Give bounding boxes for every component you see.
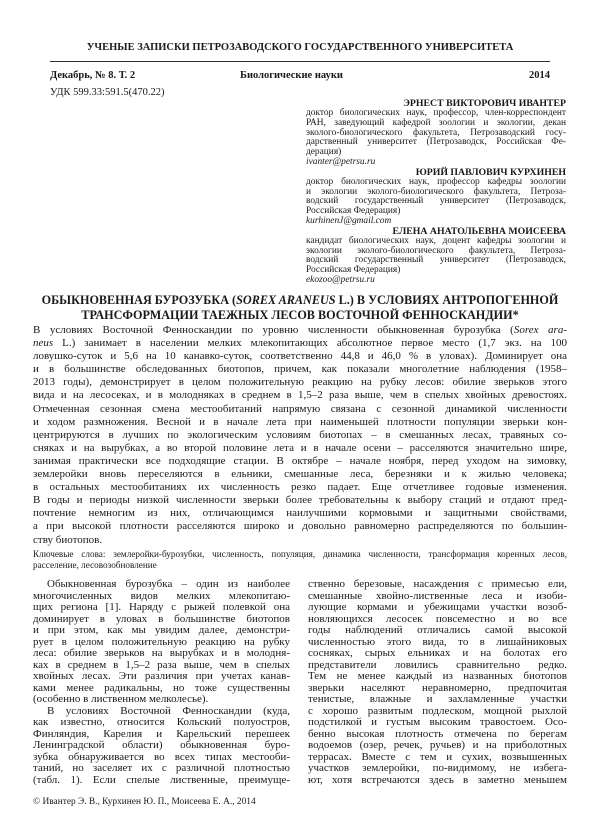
author-affiliation-line: водский государственный университет (Петрозаводск, bbox=[306, 255, 566, 266]
text-line: и при этом, как мы увидим далее, демонстри- bbox=[33, 624, 290, 636]
text-line: многочисленных видов мелких млекопитаю- bbox=[33, 589, 290, 602]
section-name: Биологические науки bbox=[240, 70, 343, 81]
author-email: ekozoo@petrsu.ru bbox=[306, 274, 375, 285]
article-title bbox=[30, 293, 570, 323]
text-line: как известно, относится Кольский полуостров, bbox=[33, 716, 290, 728]
text-line: тенистые, влажные и захламленные участки bbox=[308, 693, 567, 705]
text-line: Ленинградской области) обыкновенная буро- bbox=[33, 739, 290, 751]
year: 2014 bbox=[529, 70, 550, 81]
title-part: L.) В УСЛОВИЯХ АНТРОПОГЕННОЙ bbox=[335, 293, 559, 307]
author-affiliation-line: экологии эколого-биологического факультета, Петроза- bbox=[306, 245, 566, 256]
author-affiliation-line: кандидат биологических наук, доцент кафедры зоологии и bbox=[306, 235, 566, 246]
text-line: и в большинстве обследованных биотопов, причем, как показали многолетние наблюдения (1958– bbox=[33, 363, 567, 376]
text-line: с хорошо развитым подлеском, мощной рыхлой bbox=[308, 704, 567, 717]
text-line: участков землеройки, по-видимому, не избега- bbox=[308, 762, 567, 774]
header-divider bbox=[50, 61, 550, 62]
author-affiliation-line: доктор биологических наук, профессор, член-корреспондент bbox=[306, 108, 566, 118]
author-affiliation-line: Российская Федерация) bbox=[306, 265, 401, 276]
copyright: © Ивантер Э. В., Курхинен Ю. П., Моисеева Е. А., 2014 bbox=[33, 797, 256, 807]
author-affiliation-line: водский государственный университет (Петрозаводск, bbox=[306, 196, 566, 207]
text-line: лующие кормами и убежищами участки возоб- bbox=[308, 601, 567, 613]
text-line: Обыкновенная бурозубка – один из наиболее bbox=[47, 578, 290, 590]
text-line: а при высокой плотности расселяются широко и довольно равномерно распределяются по большин- bbox=[33, 520, 567, 533]
text-line: (особенно в лиственном мелколесье). bbox=[33, 693, 209, 705]
body-column-left bbox=[33, 579, 290, 786]
text-line: вида и на лесосеках, и в молодняках в среднем в 1,5–2 раза выше, чем в спелых хвойных древостоях. bbox=[33, 389, 567, 402]
text-line: доминирует в уловах в большинстве биотопов bbox=[33, 612, 290, 625]
text-line: новляющихся лесосек повсеместно и во все bbox=[308, 612, 567, 625]
udc-code: УДК 599.33:591.5(470.22) bbox=[50, 87, 165, 98]
text-line: ках в среднем в 1,5–2 раза выше, чем в спелых bbox=[33, 658, 290, 671]
text-line: почтение немногим из них, отличающимся наилучшими кормовыми и защитными свойствами, bbox=[33, 507, 567, 520]
text-line: зверьки населяют неравномерно, предпочитая bbox=[308, 681, 567, 694]
text-line: сняках и на вырубках, а во второй половине лета и в начале осени – расселяются значительно шире, bbox=[33, 441, 567, 454]
author-affiliation-line: дарственный университет (Петрозаводск, Российская Фе- bbox=[306, 137, 566, 148]
text-line: щих региона [1]. Наряду с рыжей полевкой она bbox=[33, 601, 290, 613]
text-line: ками менее радикальны, но тоже существенны bbox=[33, 681, 290, 694]
title-species: SOREX ARANEUS bbox=[236, 293, 336, 307]
author-email: kurhinenJ@gmail.com bbox=[306, 215, 392, 226]
text-line: В условиях Восточной Фенноскандии (куда, bbox=[47, 704, 290, 717]
issue-info: Декабрь, № 8. Т. 2 bbox=[50, 70, 136, 81]
text-line: занимая практически все подходящие стации. В октябре – начале ноября, перед уходом на зимовку, bbox=[33, 454, 567, 467]
text-line: смешанные хвойно-лиственные леса и изоби- bbox=[308, 589, 567, 602]
author-affiliation-line: дерация) bbox=[306, 147, 342, 158]
text-line: ственно березовые, насаждения с примесью ели, bbox=[308, 578, 567, 590]
journal-title: УЧЕНЫЕ ЗАПИСКИ ПЕТРОЗАВОДСКОГО ГОСУДАРСТВЕННОГО УНИВЕРСИТЕТА bbox=[86, 42, 514, 53]
text-line: таний, но заселяет их с различной плотностью bbox=[33, 762, 290, 774]
text-line: Тем не менее каждый из названных биотопов bbox=[308, 670, 567, 682]
text-line: Отмеченная сезонная смена местообитаний напрямую связана с сезонной динамикой численности bbox=[33, 402, 567, 415]
author-affiliation-line: РАН, заведующий кафедрой зоологии и экологии, декан bbox=[306, 117, 566, 128]
text-line: В условиях Восточной Фенноскандии по уровню численности обыкновенная бурозубка (Sorex ara- bbox=[33, 324, 567, 336]
text-line: бенно высокая плотность отмечена по берегам bbox=[308, 727, 567, 740]
author-name: ЭРНЕСТ ВИКТОРОВИЧ ИВАНТЕР bbox=[403, 98, 566, 109]
text-line: численностью этого вида, то в лишайниковых bbox=[308, 635, 567, 648]
text-line: годы наблюдений отличались самой высокой bbox=[308, 624, 567, 636]
text-line: В годы и периоды низкой численности зверьки более требовательны к выбору стаций и отдают пред- bbox=[33, 494, 567, 507]
text-line: представители ловились сравнительно редко. bbox=[308, 658, 567, 671]
text-line: расселение, лесовозобновление bbox=[33, 560, 157, 570]
text-line: ловушко-суток и 5,6 на 10 канавко-суток, соответственно 44,8 и 46,0 % в уловах). Доминирует она bbox=[33, 350, 567, 363]
text-line: ству биотопов. bbox=[33, 533, 103, 546]
keywords bbox=[33, 549, 567, 571]
text-line: зубка обнаруживается во всех типах местооби- bbox=[33, 750, 290, 763]
author-name: ЕЛЕНА АНАТОЛЬЕВНА МОИСЕЕВА bbox=[392, 225, 566, 237]
text-line: водоемов (озер, речек, ручьев) и на приболотных bbox=[308, 739, 567, 751]
title-part: ОБЫКНОВЕННАЯ БУРОЗУБКА ( bbox=[41, 293, 237, 307]
text-line: землеройки вновь переселяются в ельники, смешанные леса, березняки и к жилью человека; bbox=[33, 468, 567, 481]
authors-block bbox=[306, 99, 566, 286]
text-line: Финляндия, Карелия и Карельский перешеек bbox=[33, 727, 290, 740]
author-name: ЮРИЙ ПАВЛОВИЧ КУРХИНЕН bbox=[415, 166, 566, 178]
author-affiliation-line: Российская Федерация) bbox=[306, 206, 401, 217]
text-line: подстилкой и густым высоким травостоем. Осо- bbox=[308, 716, 567, 728]
body-column-right bbox=[308, 579, 567, 786]
text-line: рует в целом положительную реакцию на рубку bbox=[33, 635, 290, 648]
text-line: центрируются в лучших по экологическим условиям биотопах – в смешанных лесах, травяных со- bbox=[33, 428, 567, 441]
text-line: ют, хотя встречаются здесь в заметно меньшем bbox=[308, 773, 567, 786]
author-affiliation-line: эколого-биологического факультета, Петрозаводский госу- bbox=[306, 127, 566, 138]
text-line: Ключевые слова: землеройки-бурозубки, численность, популяция, динамика численности, трансформация коренных лесов, bbox=[33, 549, 567, 559]
text-line: сосняках, сырых ельниках и на болотах его bbox=[308, 647, 567, 659]
text-line: (табл. 1). Если спелые лиственные, преимуще- bbox=[33, 773, 290, 786]
text-line: в остальных местообитаниях их численность резко падает. Еще отчетливее годовые изменения. bbox=[33, 481, 567, 494]
text-line: леса: обилие зверьков на вырубках и в молодня- bbox=[33, 647, 290, 659]
text-line: террасах. Вместе с тем и сухих, возвышенных bbox=[308, 750, 567, 763]
title-line: ТРАНСФОРМАЦИИ ТАЕЖНЫХ ЛЕСОВ ВОСТОЧНОЙ ФЕННОСКАНДИИ* bbox=[81, 308, 519, 322]
text-line: хвойных лесах. Эти различия при учетах канав- bbox=[33, 670, 290, 682]
text-line: neus L.) занимает в населении мелких млекопитающих абсолютное первое место (1,7 экз. на 100 bbox=[33, 337, 567, 350]
author-email: ivanter@petrsu.ru bbox=[306, 156, 376, 167]
author-affiliation-line: доктор биологических наук, профессор кафедры зоологии bbox=[306, 176, 566, 187]
text-line: 2013 годы), демонстрирует в целом положительную реакцию на рубку лесов: обилие зверьков этого bbox=[33, 376, 567, 389]
abstract bbox=[33, 324, 567, 547]
author-affiliation-line: и экологии эколого-биологического факультета, Петроза- bbox=[306, 186, 566, 197]
text-line: и ходом размножения. Весной и в начале лета при наименьшей плотности популяции зверьки кон- bbox=[33, 415, 567, 428]
